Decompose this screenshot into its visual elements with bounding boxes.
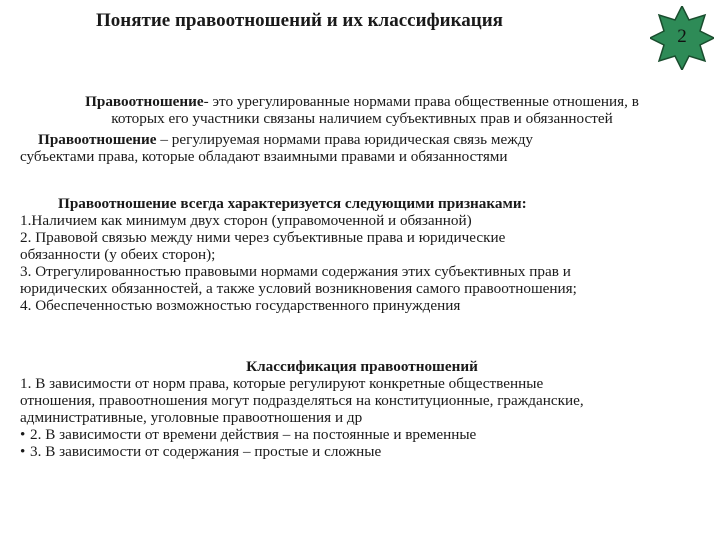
signs-item-1: 1.Наличием как минимум двух сторон (управомоченной и обязанной) bbox=[20, 212, 472, 229]
signs-item-4: 4. Обеспеченностью возможностью государственного принуждения bbox=[20, 297, 461, 314]
slide-title: Понятие правоотношений и их классификация bbox=[96, 10, 503, 31]
slide-number-badge bbox=[650, 6, 714, 70]
classification-section bbox=[20, 358, 704, 460]
definition-text: субъектами права, которые обладают взаимными правами и обязанностями bbox=[20, 148, 508, 165]
classification-item-1: 1. В зависимости от норм права, которые регулируют конкретные общественные bbox=[20, 375, 544, 392]
definition-2 bbox=[20, 131, 704, 165]
classification-heading: Классификация правоотношений bbox=[246, 358, 478, 375]
definition-text: – регулируемая нормами права юридическая связь между bbox=[156, 131, 534, 148]
signs-item-2-cont: обязанности (у обеих сторон); bbox=[20, 246, 216, 263]
signs-heading: Правоотношение всегда характеризуется следующими признаками: bbox=[58, 195, 527, 212]
definition-term: Правоотношение bbox=[38, 131, 157, 148]
classification-item-3: • 3. В зависимости от содержания – простые и сложные bbox=[20, 443, 382, 460]
definition-text: - это урегулированные нормами права общественные отношения, в bbox=[203, 93, 639, 110]
bullet-icon: • bbox=[20, 443, 26, 460]
definition-1 bbox=[20, 93, 704, 127]
definition-text: которых его участники связаны наличием субъективных прав и обязанностей bbox=[111, 110, 613, 127]
definition-term: Правоотношение bbox=[85, 93, 204, 110]
slide-number: 2 bbox=[677, 26, 687, 47]
classification-item-1-cont: отношения, правоотношения могут подразделяться на конституционные, гражданские, bbox=[20, 392, 584, 409]
signs-item-2: 2. Правовой связью между ними через субъективные права и юридические bbox=[20, 229, 506, 246]
signs-item-3: 3. Отрегулированностью правовыми нормами содержания этих субъективных прав и bbox=[20, 263, 571, 280]
signs-item-3-cont: юридических обязанностей, а также условий возникновения самого правоотношения; bbox=[20, 280, 577, 297]
classification-item-1-cont: административные, уголовные правоотношения и др bbox=[20, 409, 363, 426]
signs-section bbox=[20, 195, 704, 314]
bullet-icon: • bbox=[20, 426, 26, 443]
classification-item-2: • 2. В зависимости от времени действия – на постоянные и временные bbox=[20, 426, 477, 443]
